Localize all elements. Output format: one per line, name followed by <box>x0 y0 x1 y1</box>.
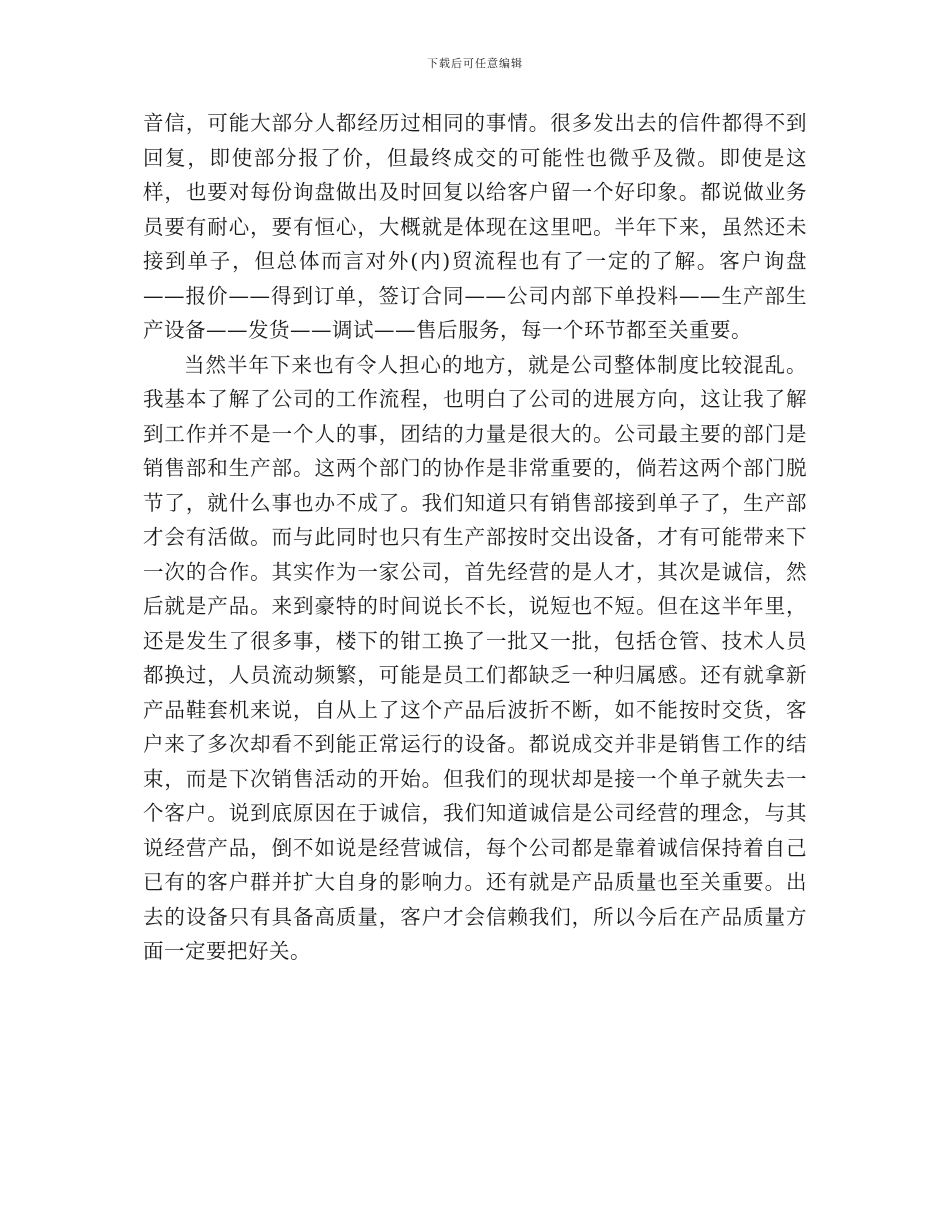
page-header: 下载后可任意编辑 <box>427 57 523 70</box>
paragraph-2: 当然半年下来也有令人担心的地方，就是公司整体制度比较混乱。我基本了解了公司的工作流程，也明白了公司的进展方向，这让我了解到工作并不是一个人的事，团结的力量是很大的。公司最主要的部门是销售部和生产部。这两个部门的协作是非常重要的，倘若这两个部门脱节了，就什么事也办不成了。我们知道只有销售部接到单子了，生产部才会有活做。而与此同时也只有生产部按时交出设备，才有可能带来下一次的合作。其实作为一家公司，首先经营的是人才，其次是诚信，然后就是产品。来到豪特的时间说长不长，说短也不短。但在这半年里，还是发生了很多事，楼下的钳工换了一批又一批，包括仓管、技术人员都换过，人员流动频繁，可能是员工们都缺乏一种归属感。还有就拿新产品鞋套机来说，自从上了这个产品后波折不断，如不能按时交货，客户来了多次却看不到能正常运行的设备。都说成交并非是销售工作的结束，而是下次销售活动的开始。但我们的现状却是接一个单子就失去一个客户。说到底原因在于诚信，我们知道诚信是公司经营的理念，与其说经营产品，倒不如说是经营诚信，每个公司都是靠着诚信保持着自己已有的客户群并扩大自身的影响力。还有就是产品质量也至关重要。出去的设备只有具备高质量，客户才会信赖我们，所以今后在产品质量方面一定要把好关。 <box>143 352 807 963</box>
document-body <box>143 106 807 969</box>
paragraph-1: 音信，可能大部分人都经历过相同的事情。很多发出去的信件都得不到回复，即使部分报了价，但最终成交的可能性也微乎及微。即使是这样，也要对每份询盘做出及时回复以给客户留一个好印象。都说做业务员要有耐心，要有恒心，大概就是体现在这里吧。半年下来，虽然还未接到单子，但总体而言对外(内)贸流程也有了一定的了解。客户询盘——报价——得到订单，签订合同——公司内部下单投料——生产部生产设备——发货——调试——售后服务，每一个环节都至关重要。 <box>143 111 807 342</box>
